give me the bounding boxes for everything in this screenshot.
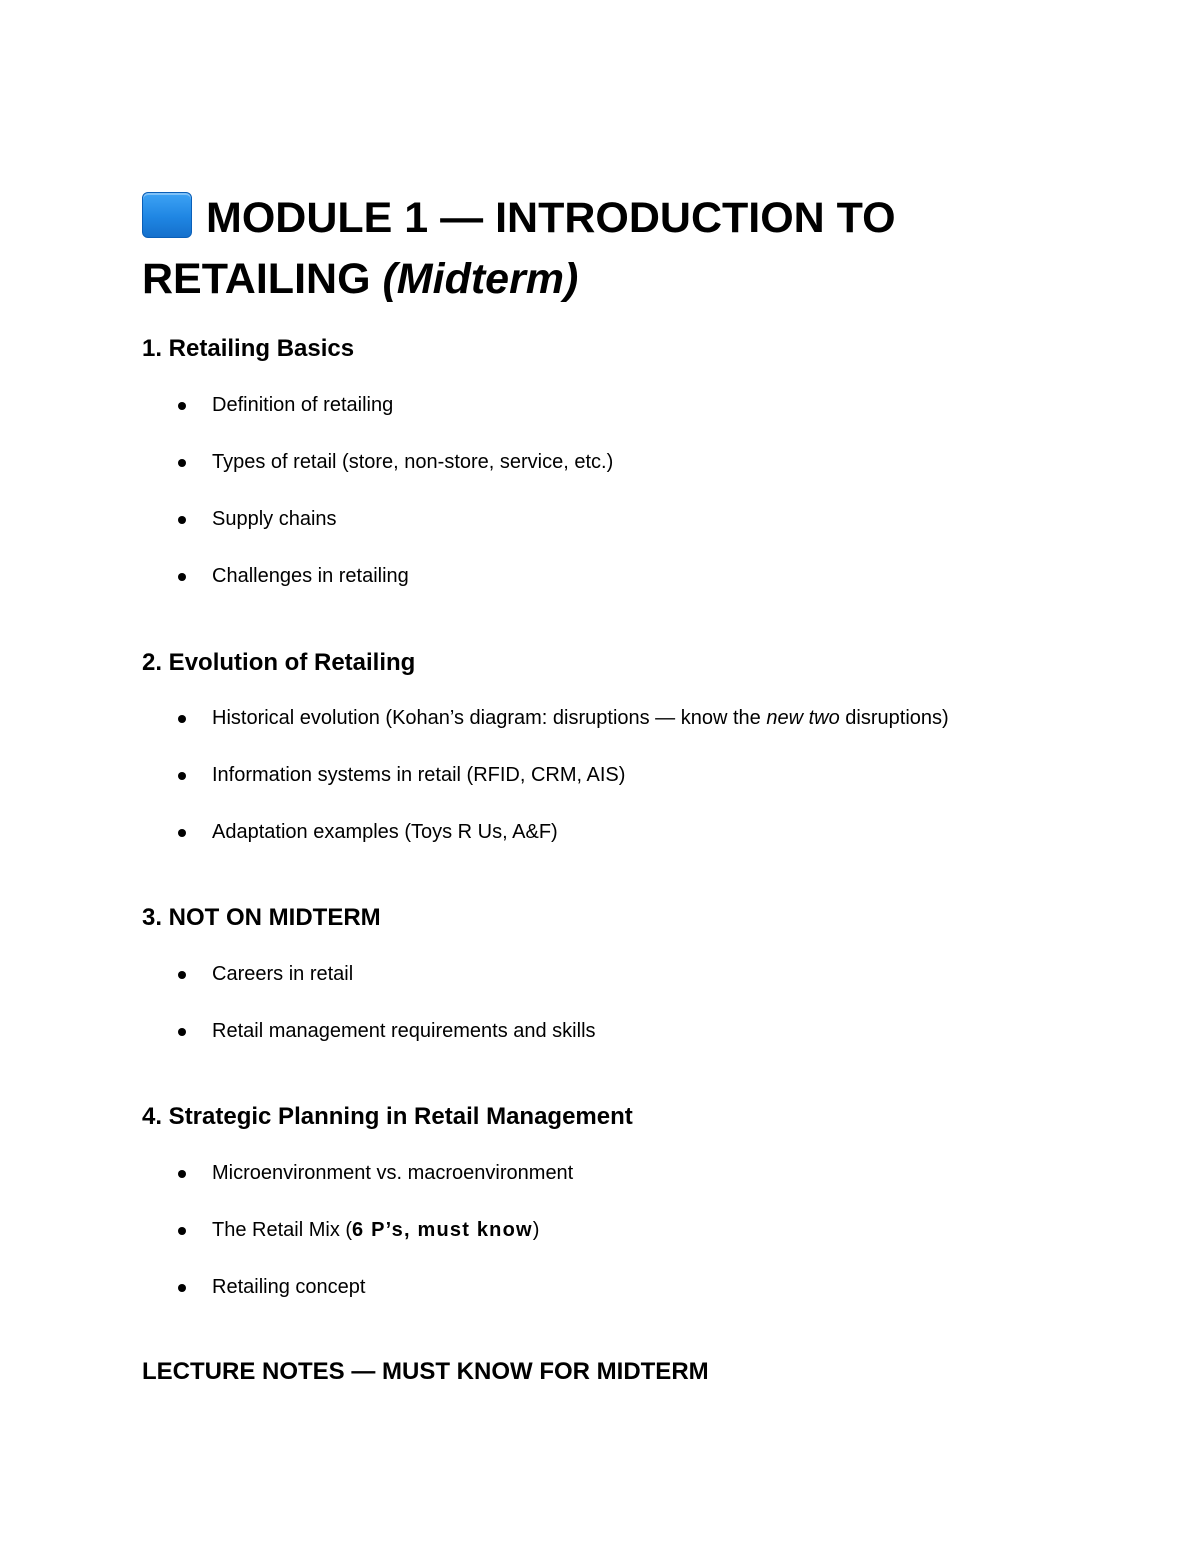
bullet-icon: [178, 971, 186, 979]
list-item-text: Definition of retailing: [212, 394, 394, 416]
section-heading-strategic-planning: 4. Strategic Planning in Retail Management: [142, 1103, 633, 1130]
title-main: MODULE 1 — INTRODUCTION TO RETAILING: [142, 194, 896, 303]
bullet-icon: [178, 516, 186, 524]
bullet-icon: [178, 829, 186, 837]
list-item-text: Types of retail (store, non-store, service, etc.): [212, 451, 614, 473]
emphasis-text: new two: [766, 707, 840, 729]
list-item-text: Adaptation examples (Toys R Us, A&F): [212, 821, 558, 843]
section-heading-retailing-basics: 1. Retailing Basics: [142, 335, 355, 362]
bullet-icon: [178, 1227, 186, 1235]
list-item-text: Information systems in retail (RFID, CRM, AIS): [212, 764, 626, 786]
list-item-text-part: ): [532, 1219, 540, 1241]
list-item-text-part: disruptions): [839, 707, 949, 729]
lecture-notes-heading: LECTURE NOTES — MUST KNOW FOR MIDTERM: [142, 1358, 709, 1385]
section-heading-evolution-of-retailing: 2. Evolution of Retailing: [142, 649, 416, 676]
section-heading-not-on-midterm: 3. NOT ON MIDTERM: [142, 904, 381, 931]
list-item-text: Supply chains: [212, 508, 337, 530]
list-item-text: Retail management requirements and skills: [212, 1020, 596, 1042]
bullet-icon: [178, 459, 186, 467]
strong-text: 6 P’s, must know: [352, 1219, 533, 1241]
list-item-text: [212, 1217, 539, 1243]
title-suffix: (Midterm): [382, 255, 579, 303]
list-item-text: Careers in retail: [212, 963, 354, 985]
list-item-text: Retailing concept: [212, 1276, 366, 1298]
list-item-text: Microenvironment vs. macroenvironment: [212, 1162, 574, 1184]
page-title: [142, 188, 1082, 310]
list-item-text: [212, 705, 949, 731]
list-item-text-part: The Retail Mix (: [212, 1219, 353, 1241]
list-item-text-part: Historical evolution (Kohan’s diagram: disruptions — know the: [212, 707, 767, 729]
blue-square-icon: [142, 192, 192, 238]
bullet-icon: [178, 715, 186, 723]
list-item-text: Challenges in retailing: [212, 565, 409, 587]
bullet-icon: [178, 772, 186, 780]
bullet-icon: [178, 1284, 186, 1292]
bullet-icon: [178, 1028, 186, 1036]
bullet-icon: [178, 402, 186, 410]
bullet-icon: [178, 1170, 186, 1178]
bullet-icon: [178, 573, 186, 581]
